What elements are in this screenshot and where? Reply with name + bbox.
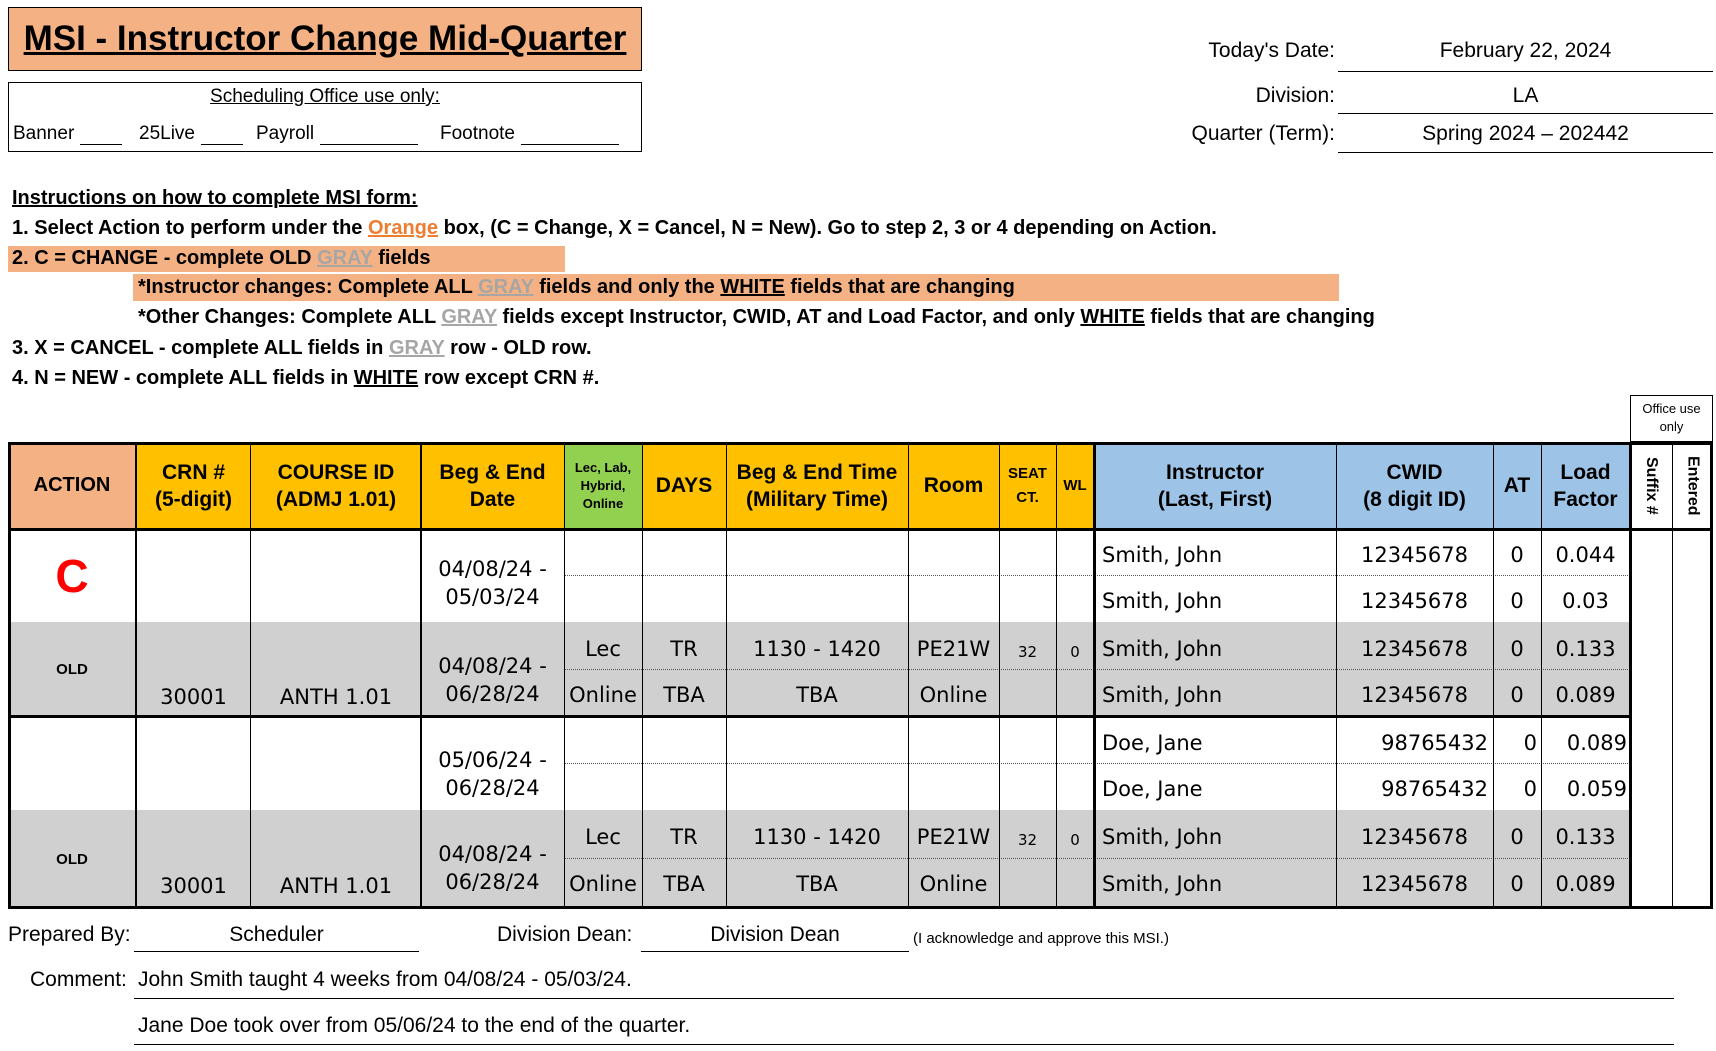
grid-v8 — [999, 442, 1000, 909]
todays-date-value[interactable]: February 22, 2024 — [1439, 39, 1612, 62]
quarter-underline — [1338, 152, 1713, 153]
row3-cwid-a[interactable]: 98765432 — [1381, 731, 1488, 755]
instruction-step-2a: *Instructor changes: Complete ALL GRAY fields and only the WHITE fields that are changing — [138, 276, 1015, 298]
row2-lec-a[interactable]: Lec — [585, 637, 621, 661]
row4-instructor-b[interactable]: Smith, John — [1102, 872, 1223, 896]
instruction-step-4: 4. N = NEW - complete ALL fields in WHITE row except CRN #. — [12, 367, 600, 389]
col-suffix: Suffix # — [1643, 456, 1660, 515]
row3-load-a[interactable]: 0.089 — [1566, 731, 1627, 755]
row4-at-b[interactable]: 0 — [1510, 872, 1524, 896]
footnote-label: Footnote — [440, 123, 515, 144]
row4-lec-b[interactable]: Online — [569, 872, 637, 896]
row2-instructor-b[interactable]: Smith, John — [1102, 683, 1223, 707]
banner-label: Banner — [13, 123, 75, 144]
prepared-by-value[interactable]: Scheduler — [229, 923, 324, 946]
row1-instructor-a[interactable]: Smith, John — [1102, 543, 1223, 567]
row1-dotted — [564, 575, 1630, 576]
row4-crn[interactable]: 30001 — [160, 874, 227, 898]
25live-field[interactable] — [139, 123, 243, 145]
footnote-field[interactable] — [440, 123, 619, 145]
row4-load-a[interactable]: 0.133 — [1555, 825, 1616, 849]
row4-at-a[interactable]: 0 — [1510, 825, 1524, 849]
grid-v7 — [908, 442, 909, 909]
col-at: AT — [1493, 442, 1541, 529]
row2-time-b[interactable]: TBA — [796, 683, 838, 707]
col-course-id: COURSE ID (ADMJ 1.01) — [251, 442, 421, 529]
form-title-box — [8, 7, 642, 71]
prepared-by-label: Prepared By: — [8, 923, 131, 946]
col-action: ACTION — [8, 442, 136, 529]
office-box-title: Scheduling Office use only: — [210, 86, 440, 107]
col-date: Beg & End Date — [421, 442, 564, 529]
row3-date-begin[interactable]: 05/06/24 - — [438, 748, 547, 772]
col-seat-ct: SEAT CT. — [999, 442, 1056, 529]
row3-at-b[interactable]: 0 — [1523, 777, 1537, 801]
row4-days-a[interactable]: TR — [670, 825, 698, 849]
instruction-step-2b: *Other Changes: Complete ALL GRAY fields except Instructor, CWID, AT and Load Factor, and only WHITE fields that are changing — [138, 306, 1375, 328]
comment-line-1[interactable]: John Smith taught 4 weeks from 04/08/24 - 05/03/24. — [138, 968, 632, 991]
row4-date-begin[interactable]: 04/08/24 - — [438, 842, 547, 866]
row2-instructor-a[interactable]: Smith, John — [1102, 637, 1223, 661]
comment-underline-1 — [134, 998, 1674, 999]
division-underline — [1338, 113, 1713, 114]
grid-v12 — [1493, 442, 1494, 909]
grid-v9 — [1056, 442, 1057, 909]
grid-v13 — [1541, 442, 1542, 909]
comment-line-2[interactable]: Jane Doe took over from 05/06/24 to the end of the quarter. — [138, 1014, 691, 1037]
row2-room-a[interactable]: PE21W — [916, 637, 991, 661]
payroll-label: Payroll — [256, 123, 315, 144]
grid-v6 — [726, 442, 727, 909]
instructions-heading: Instructions on how to complete MSI form: — [12, 187, 418, 209]
grid-v3 — [420, 442, 422, 909]
row2-crn[interactable]: 30001 — [160, 685, 227, 709]
instruction-step-1: 1. Select Action to perform under the Orange box, (C = Change, X = Cancel, N = New). Go to step 2, 3 or 4 depending on Action. — [12, 217, 1217, 239]
row1-cwid-a[interactable]: 12345678 — [1361, 543, 1468, 567]
grid-v2 — [250, 442, 251, 909]
todays-date-label: Today's Date: — [1208, 39, 1335, 62]
comment-label: Comment: — [30, 968, 127, 991]
division-label: Division: — [1255, 84, 1335, 107]
row4-room-a[interactable]: PE21W — [916, 825, 991, 849]
row4-seat[interactable]: 32 — [1017, 831, 1038, 849]
col-lec-lab: Lec, Lab, Hybrid, Online — [564, 442, 642, 529]
row2-seat[interactable]: 32 — [1017, 643, 1038, 661]
grid-left — [8, 442, 11, 909]
grid-right — [1710, 442, 1713, 909]
row2-lec-b[interactable]: Online — [569, 683, 637, 707]
row3-instructor-a[interactable]: Doe, Jane — [1102, 731, 1203, 755]
row4-dotted — [564, 858, 1630, 859]
grid-header-bottom — [8, 528, 1713, 531]
row1-cwid-b[interactable]: 12345678 — [1361, 589, 1468, 613]
row1-load-b[interactable]: 0.03 — [1562, 589, 1609, 613]
row2-wl[interactable]: 0 — [1070, 643, 1080, 661]
row1-date-begin[interactable]: 04/08/24 - — [438, 557, 547, 581]
instruction-step-2: 2. C = CHANGE - complete OLD GRAY fields — [12, 247, 431, 269]
quarter-value[interactable]: Spring 2024 – 202442 — [1422, 122, 1629, 145]
row4-load-b[interactable]: 0.089 — [1555, 872, 1616, 896]
row3-action[interactable] — [8, 716, 136, 810]
25live-label: 25Live — [139, 123, 195, 144]
col-load-factor: Load Factor — [1541, 442, 1630, 529]
row4-time-b[interactable]: TBA — [796, 872, 838, 896]
row2-course[interactable]: ANTH 1.01 — [279, 685, 393, 709]
col-crn: CRN # (5-digit) — [136, 442, 251, 529]
form-title: MSI - Instructor Change Mid-Quarter — [23, 19, 627, 58]
row2-days-b[interactable]: TBA — [663, 683, 705, 707]
col-time: Beg & End Time (Military Time) — [726, 442, 908, 529]
comment-underline-2 — [134, 1044, 1674, 1045]
row4-room-b[interactable]: Online — [919, 872, 988, 896]
row4-action[interactable]: OLD — [56, 851, 88, 868]
row4-wl[interactable]: 0 — [1070, 831, 1080, 849]
grid-top — [8, 442, 1713, 445]
quarter-label: Quarter (Term): — [1191, 122, 1335, 145]
row1-action[interactable]: C — [55, 549, 89, 602]
row4-days-b[interactable]: TBA — [663, 872, 705, 896]
grid-h-mid — [8, 715, 1630, 718]
row3-dotted — [564, 763, 1630, 764]
division-dean-underline — [641, 951, 909, 952]
row3-instructor-b[interactable]: Doe, Jane — [1102, 777, 1203, 801]
row2-action[interactable]: OLD — [56, 660, 88, 678]
msi-table — [8, 442, 1713, 909]
row1-load-a[interactable]: 0.044 — [1555, 543, 1616, 567]
grid-v10 — [1093, 442, 1096, 909]
payroll-field[interactable] — [256, 123, 418, 145]
row4-cwid-b[interactable]: 12345678 — [1361, 872, 1468, 896]
row2-at-a[interactable]: 0 — [1510, 637, 1524, 661]
row4-instructor-a[interactable]: Smith, John — [1102, 825, 1223, 849]
row3-cwid-b[interactable]: 98765432 — [1381, 777, 1488, 801]
grid-v11 — [1336, 442, 1337, 909]
row4-cwid-a[interactable]: 12345678 — [1361, 825, 1468, 849]
prepared-by-underline — [134, 951, 419, 952]
row2-room-b[interactable]: Online — [919, 683, 988, 707]
row2-cwid-b[interactable]: 12345678 — [1361, 683, 1468, 707]
col-instructor: Instructor (Last, First) — [1094, 442, 1336, 529]
row2-date-begin[interactable]: 04/08/24 - — [438, 654, 547, 678]
row1-date-end[interactable]: 05/03/24 — [445, 585, 540, 609]
col-wl: WL — [1056, 442, 1094, 529]
row1-at-a[interactable]: 0 — [1510, 543, 1524, 567]
acknowledge-note: (I acknowledge and approve this MSI.) — [913, 930, 1169, 947]
row2-date-end[interactable]: 06/28/24 — [445, 682, 540, 706]
row3-at-a[interactable]: 0 — [1523, 731, 1537, 755]
division-dean-label: Division Dean: — [497, 923, 633, 946]
row2-load-b[interactable]: 0.089 — [1555, 683, 1616, 707]
row1-instructor-b[interactable]: Smith, John — [1102, 589, 1223, 613]
row2-cwid-a[interactable]: 12345678 — [1361, 637, 1468, 661]
grid-v5 — [642, 442, 643, 909]
instruction-step-3: 3. X = CANCEL - complete ALL fields in GRAY row - OLD row. — [12, 337, 592, 359]
grid-v14 — [1629, 442, 1632, 909]
row4-time-a[interactable]: 1130 - 1420 — [753, 825, 881, 849]
date-underline — [1338, 71, 1713, 72]
col-entered: Entered — [1684, 455, 1702, 516]
row2-dotted — [564, 669, 1630, 670]
row2-at-b[interactable]: 0 — [1510, 683, 1524, 707]
scheduling-office-box — [8, 82, 642, 152]
row3-load-b[interactable]: 0.059 — [1566, 777, 1627, 801]
grid-v1 — [135, 442, 137, 909]
division-value[interactable]: LA — [1512, 84, 1539, 107]
row1-at-b[interactable]: 0 — [1510, 589, 1524, 613]
division-dean-value[interactable]: Division Dean — [710, 923, 840, 946]
row4-date-end[interactable]: 06/28/24 — [445, 870, 540, 894]
grid-v15 — [1672, 442, 1673, 909]
row2-days-a[interactable]: TR — [670, 637, 698, 661]
row4-course[interactable]: ANTH 1.01 — [279, 874, 393, 898]
col-cwid: CWID (8 digit ID) — [1336, 442, 1493, 529]
col-room: Room — [908, 442, 999, 529]
col-days: DAYS — [642, 442, 726, 529]
grid-v4 — [564, 442, 565, 909]
row3-date-end[interactable]: 06/28/24 — [445, 776, 540, 800]
office-use-only-label: Office use only — [1630, 395, 1713, 442]
row2-time-a[interactable]: 1130 - 1420 — [753, 637, 881, 661]
row4-lec-a[interactable]: Lec — [585, 825, 621, 849]
banner-field[interactable] — [13, 123, 122, 145]
row2-load-a[interactable]: 0.133 — [1555, 637, 1616, 661]
grid-bottom — [8, 906, 1713, 909]
